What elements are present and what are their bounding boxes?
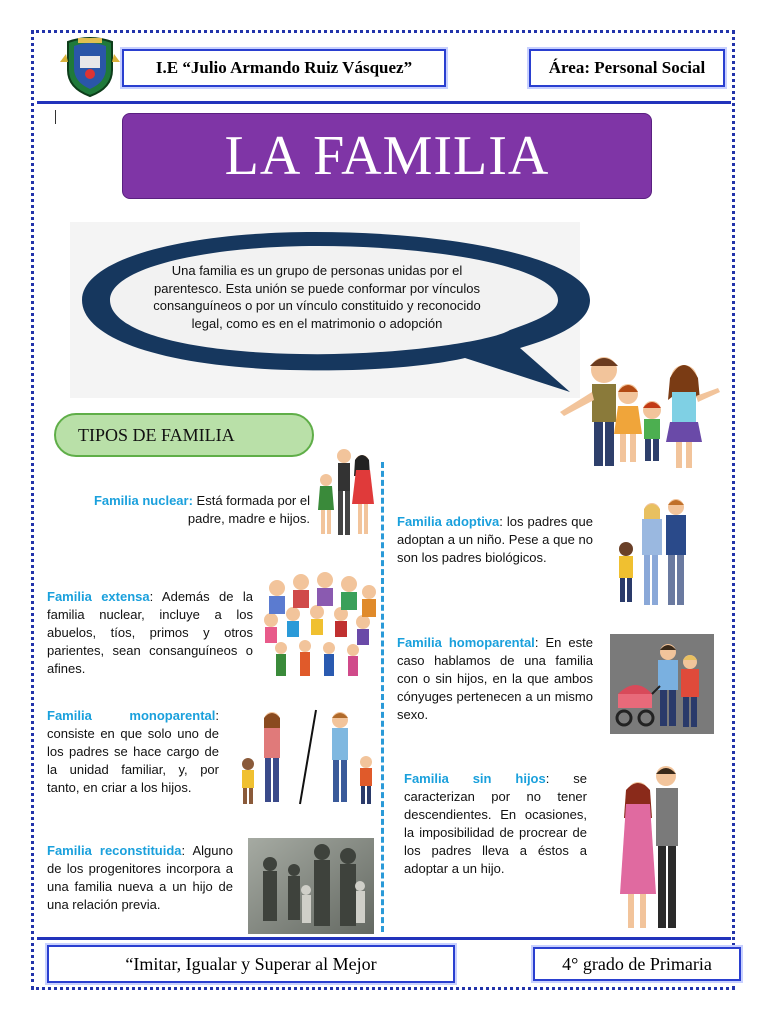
grade-box bbox=[533, 947, 741, 981]
column-divider bbox=[381, 462, 384, 932]
reconstituida-text: : Alguno de los progenitores incorpora a una familia nueva a un hijo de una relación previa. bbox=[47, 843, 233, 912]
sin-hijos-text: : se caracterizan por no tener descendientes. En ocasiones, la imposibilidad de procrear de los padres lleva a éstos a adoptar a un hijo. bbox=[404, 771, 587, 876]
blended-family-photo bbox=[248, 838, 374, 934]
sin-hijos-title: Familia sin hijos bbox=[404, 771, 546, 786]
text-cursor bbox=[55, 110, 56, 124]
section-nuclear bbox=[55, 492, 310, 528]
adoptive-family-icon bbox=[612, 495, 696, 611]
area-box bbox=[529, 49, 725, 87]
homoparental-text: : En este caso hablamos de una familia con o sin hijos, en la que ambos cónyuges pertenecen a un mismo sexo. bbox=[397, 635, 593, 722]
section-reconstituida bbox=[47, 842, 233, 914]
couple-icon bbox=[612, 764, 692, 936]
nuclear-family-icon bbox=[314, 446, 378, 542]
adoptiva-text: : los padres que adoptan a un niño. Pese a que no son los padres biológicos. bbox=[397, 514, 593, 565]
section-homoparental bbox=[397, 634, 593, 724]
footer-divider bbox=[37, 937, 731, 940]
single-parent-icon bbox=[234, 706, 380, 812]
motto-box bbox=[47, 945, 455, 983]
nuclear-title: Familia nuclear: bbox=[93, 493, 193, 508]
family-illustration-icon bbox=[556, 352, 722, 474]
section-monoparental bbox=[47, 707, 219, 797]
types-heading: TIPOS DE FAMILIA bbox=[54, 413, 314, 457]
nuclear-text: Está formada por el padre, madre e hijos. bbox=[187, 493, 310, 526]
homoparental-title: Familia homoparental bbox=[397, 635, 535, 650]
section-extensa bbox=[47, 588, 253, 678]
motto: “Imitar, Igualar y Superar al Mejor bbox=[125, 953, 377, 974]
page-title: LA FAMILIA bbox=[122, 113, 652, 199]
extended-family-icon bbox=[257, 568, 381, 682]
section-adoptiva bbox=[397, 513, 593, 567]
school-name: I.E “Julio Armando Ruiz Vásquez” bbox=[155, 58, 413, 77]
adoptiva-title: Familia adoptiva bbox=[397, 514, 500, 529]
section-sin-hijos bbox=[404, 770, 587, 878]
reconstituida-title: Familia reconstituida bbox=[47, 843, 182, 858]
extensa-text: : Además de la familia nuclear, incluye a los abuelos, tíos, primos y otros parientes, sean consanguíneos o afines. bbox=[47, 589, 254, 676]
family-definition: Una familia es un grupo de personas unidas por el parentesco. Esta unión se puede conformar por vínculos consanguíneos o por un vínculo constituido y reconocido legal, como es en el matrimonio o adopción bbox=[153, 263, 481, 331]
monoparental-text: : consiste en que solo uno de los padres se hace cargo de la unidad familiar, y, por tanto, en criar a los hijos. bbox=[47, 708, 219, 795]
grade-label: 4° grado de Primaria bbox=[562, 953, 712, 974]
area-label: Área: Personal Social bbox=[548, 58, 706, 77]
extensa-title: Familia extensa bbox=[47, 589, 150, 604]
same-sex-family-image bbox=[610, 634, 714, 734]
school-name-box bbox=[122, 49, 446, 87]
header-divider bbox=[37, 101, 731, 104]
monoparental-title: Familia monoparental bbox=[47, 708, 216, 723]
school-crest-icon bbox=[60, 36, 120, 98]
